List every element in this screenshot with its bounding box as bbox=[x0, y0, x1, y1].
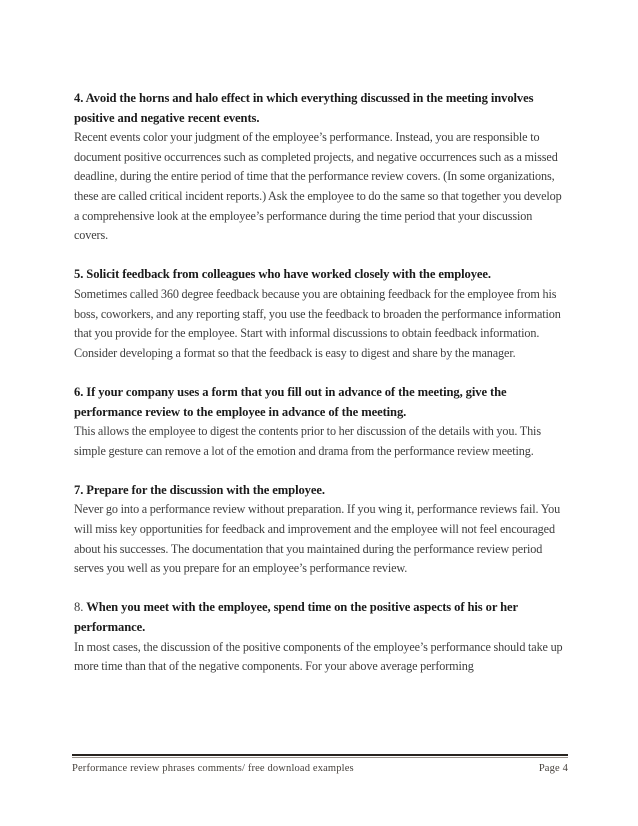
section-heading bbox=[74, 89, 568, 128]
section-title: Solicit feedback from colleagues who have worked closely with the employee. bbox=[86, 267, 491, 282]
section-body: This allows the employee to digest the contents prior to her discussion of the details with you. This simple gesture can remove a lot of the emotion and drama from the performance review meeting. bbox=[74, 424, 541, 458]
section-number: 6. bbox=[74, 384, 87, 399]
section-number: 7. bbox=[74, 482, 87, 497]
section-title: If your company uses a form that you fill out in advance of the meeting, give the performance review to the employee in advance of the meeting. bbox=[74, 384, 507, 419]
section-body: Sometimes called 360 degree feedback because you are obtaining feedback for the employee from his boss, coworkers, and any reporting staff, you use the feedback to broaden the performance information that you provide for the employee. Start with informal discussions to obtain feedback information. Consider developing a format so that the feedback is easy to digest and share by the manager. bbox=[74, 286, 561, 360]
section-title: Avoid the horns and halo effect in which everything discussed in the meeting involves positive and negative recent events. bbox=[74, 91, 534, 125]
document-section bbox=[74, 481, 568, 579]
section-heading bbox=[74, 598, 568, 637]
section-number: 8. bbox=[74, 600, 87, 615]
document-section bbox=[74, 598, 568, 676]
page-footer bbox=[72, 754, 568, 775]
document-section bbox=[74, 383, 568, 461]
footer-document-title: Performance review phrases comments/ free download examples bbox=[72, 763, 354, 774]
section-body: In most cases, the discussion of the positive components of the employee’s performance should take up more time than that of the negative components. For your above average performing bbox=[74, 639, 563, 674]
section-body: Never go into a performance review without preparation. If you wing it, performance reviews fail. You will miss key opportunities for feedback and improvement and the employee will not feel encouraged about his successes. The documentation that you maintained during the performance review period serves you well as you prepare for an employee’s performance review. bbox=[74, 502, 561, 576]
footer-rule-thick bbox=[72, 754, 568, 756]
footer-row bbox=[72, 762, 568, 775]
document-section bbox=[74, 265, 568, 363]
document-content bbox=[74, 89, 568, 696]
section-number: 5. bbox=[74, 267, 87, 282]
section-number: 4. bbox=[74, 91, 86, 105]
section-heading bbox=[74, 481, 568, 501]
section-body: Recent events color your judgment of the employee’s performance. Instead, you are responsible to document positive occurrences such as completed projects, and negative occurrences such as a missed deadline, during the entire period of time that the performance review covers. (In some organizations, these are called critical incident reports.) Ask the employee to do the same so that together you develop a comprehensive look at the employee’s performance during the time period that your discussion covers. bbox=[74, 130, 562, 243]
footer-page-number: Page 4 bbox=[538, 763, 568, 774]
section-title: Prepare for the discussion with the employee. bbox=[86, 482, 325, 497]
document-section bbox=[74, 89, 568, 246]
section-heading bbox=[74, 383, 568, 422]
footer-rule-thin bbox=[72, 757, 568, 758]
section-title: When you meet with the employee, spend time on the positive aspects of his or her performance. bbox=[74, 600, 518, 635]
section-heading bbox=[74, 265, 568, 285]
